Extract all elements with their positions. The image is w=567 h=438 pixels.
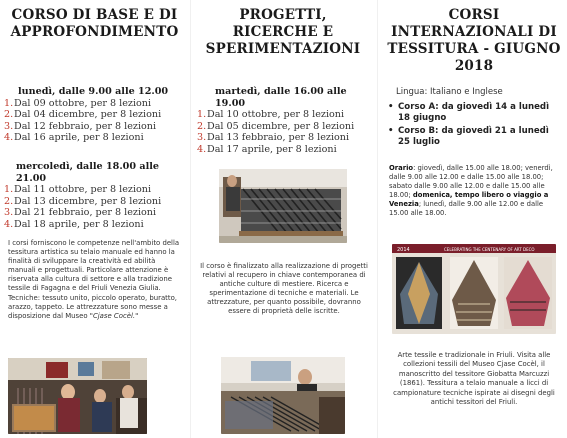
workshop-photo: [221, 357, 345, 434]
course-b: • Corso B: da giovedì 21 a lunedì 25 luglio: [388, 126, 549, 147]
projects-description: Il corso è finalizzato alla realizzazione di progetti relativi al recupero in chiave contemporanea di antiche culture di mestiere. Ricerca e sperimentazione di tecniche e materiali. Le attrezzature, per quanto possibile, dovranno essere di proprietà delle iscritte.: [200, 262, 368, 316]
schedule-row: 3.Dal 12 febbraio, per 8 lezioni: [4, 120, 157, 132]
loom-photo: [219, 169, 347, 243]
schedule-row: 4.Dal 17 aprile, per 8 lezioni: [197, 143, 337, 155]
base-course-description: I corsi forniscono le competenze nell'ambito della tessitura artistica su telaio manuale ed hanno la finalità di sviluppare la creatività ed abilità manuali e progettuali. Particolare attenzione è riservata alla cultura di settore e alla tradizione tessile di Fagagna e del Friuli Venezia Giulia. Tecniche: tessuto unito, piccolo operato, buratto, arazzo, tappeto. Le attrezzature sono messe a disposizione dal Museo "Cjase Cocèl.": [8, 239, 180, 320]
international-description: Arte tessile e tradizionale in Friuli. Visita alle collezioni tessili del Museo Cjase Cocèl, il manoscritto del tessitore Giobatta Marcuzzi (1861). Tessitura a telaio manuale a licci di campionature tecniche ispirate ai disegni degli antichi tessitori del Friuli.: [393, 351, 555, 407]
column-projects: [193, 0, 373, 438]
column3-title: CORSI INTERNAZIONALI DI TESSITURA - GIUGNO 2018: [387, 7, 561, 74]
schedule-wednesday: [4, 161, 189, 230]
column-base-course: [0, 0, 189, 438]
schedule-tuesday-header: martedì, dalle 16.00 alle 19.00: [215, 86, 347, 109]
schedule-row: 2.Dal 04 dicembre, per 8 lezioni: [4, 109, 162, 120]
column2-title: PROGETTI, RICERCHE E SPERIMENTAZIONI: [205, 7, 361, 57]
poster-title: CELEBRATING THE CENTENARY OF ART DECO: [444, 247, 535, 252]
poster-year: 2014: [397, 247, 410, 253]
schedule-row: 4.Dal 16 aprile, per 8 lezioni: [4, 132, 144, 143]
schedule-row: 4.Dal 18 aprile, per 8 lezioni: [4, 218, 144, 230]
column-divider: [190, 0, 191, 438]
schedule-details: Orario: giovedì, dalle 15.00 alle 18.00; venerdì, dalle 9.00 alle 12.00 e dalle 15.00 alle 18.00; sabato dalle 9.00 alle 12.00 e dalle 15.00 alle 18.00; domenica, tempo libero o viaggio a Venezia; lunedì, dalle 9.00 alle 12.00 e dalle 15.00 alle 18.00.: [389, 164, 553, 218]
schedule-row: 1.Dal 11 ottobre, per 8 lezioni: [4, 184, 152, 195]
course-list: [388, 102, 562, 150]
language-info: Lingua: Italiano e Inglese: [396, 87, 503, 97]
column-divider: [377, 0, 378, 438]
schedule-tuesday: [197, 86, 373, 155]
schedule-monday-header: lunedì, dalle 9.00 alle 12.00: [18, 86, 169, 97]
weaving-class-photo: [8, 358, 147, 434]
schedule-wednesday-header: mercoledì, dalle 18.00 alle 21.00: [16, 161, 159, 184]
column-international: [380, 0, 567, 438]
column1-title: CORSO DI BASE E DI APPROFONDIMENTO: [10, 7, 179, 40]
schedule-row: 1.Dal 09 ottobre, per 8 lezioni: [4, 97, 152, 109]
schedule-row: 3.Dal 21 febbraio, per 8 lezioni: [4, 207, 157, 218]
schedule-row: 3.Dal 13 febbraio, per 8 lezioni: [197, 132, 350, 143]
schedule-monday: [4, 86, 168, 144]
art-deco-poster: [392, 244, 556, 334]
course-a: • Corso A: da giovedì 14 a lunedì 18 giugno: [388, 102, 550, 123]
schedule-row: 2.Dal 13 dicembre, per 8 lezioni: [4, 195, 162, 207]
schedule-row: 2.Dal 05 dicembre, per 8 lezioni: [197, 120, 355, 132]
schedule-row: 1.Dal 10 ottobre, per 8 lezioni: [197, 109, 345, 120]
